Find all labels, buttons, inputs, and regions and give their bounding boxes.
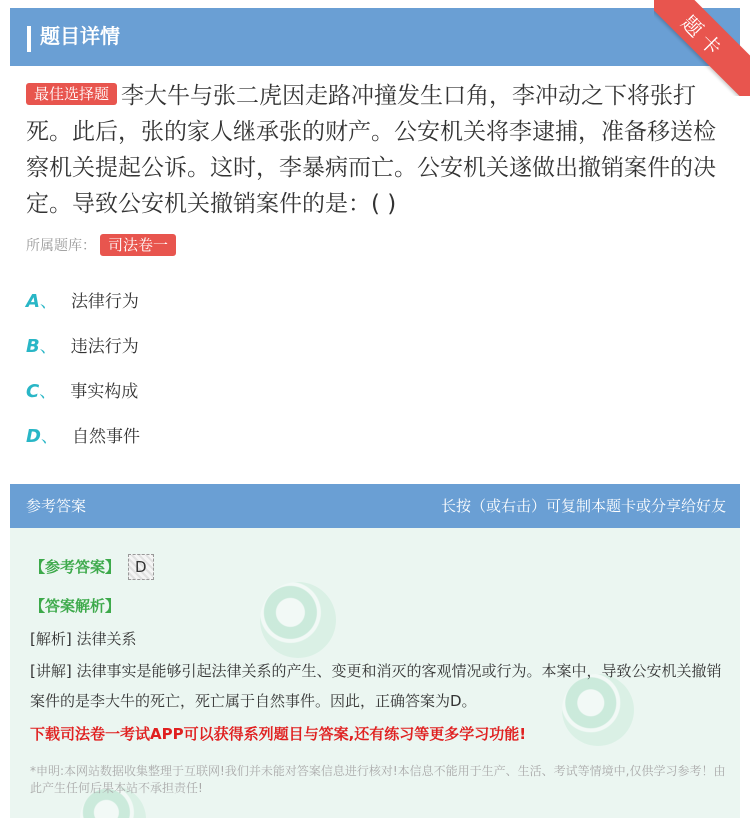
share-hint: 长按（或右击）可复制本题卡或分享给好友 [440,497,726,515]
answer-header-title: 参考答案 [26,497,87,515]
option-text: 违法行为 [70,337,139,357]
analysis-explanation: [讲解] 法律事实是能够引起法律关系的产生、变更和消灭的客观情况或行为。本案中，导致公安机关撤销案件的是李大牛的死亡，死亡属于自然事件。因此，正确答案为D。 [30,662,722,710]
option-b[interactable]: B、 违法行为 [26,336,139,357]
bank-name-badge[interactable]: 司法卷一 [100,234,176,256]
analysis-label-row [30,594,120,618]
question-type-badge: 最佳选择题 [26,83,117,105]
option-letter: A [26,291,40,312]
page-header [10,8,740,66]
ribbon-label: 题卡 [677,10,731,64]
disclaimer-text: *申明:本网站数据收集整理于互联网!我们并未能对答案信息进行核对!本信息不能用于生产、生活、考试等情境中,仅供学习参考！由此产生任何后果本站不承担责任! [30,764,726,795]
option-text: 法律行为 [70,292,139,312]
option-d[interactable]: D、 自然事件 [26,426,140,447]
option-letter: D [26,426,41,447]
answer-header [10,484,740,528]
reference-answer-row [30,554,154,580]
analysis-label: 【答案解析】 [30,597,121,615]
bank-label: 所属题库： [26,238,96,254]
question-stem [26,78,726,222]
option-c[interactable]: C、 事实构成 [26,381,139,402]
option-letter: B [26,336,40,357]
answer-panel[interactable] [10,484,740,818]
header-accent-bar [27,26,31,52]
page-title: 题目详情 [40,24,120,48]
question-bank-row [26,234,180,258]
download-app-link[interactable]: 下载司法卷一考试APP可以获得系列题目与答案,还有练习等更多学习功能! [30,725,527,743]
reference-answer-value: D [128,554,154,580]
option-text: 自然事件 [71,427,140,447]
option-text: 事实构成 [70,382,139,402]
analysis-summary: [解析] 法律关系 [30,630,137,648]
option-a[interactable]: A、 法律行为 [26,291,139,312]
reference-answer-label: 【参考答案】 [30,558,121,576]
option-letter: C [26,381,40,402]
question-text: 李大牛与张二虎因走路冲撞发生口角，李冲动之下将张打死。此后，张的家人继承张的财产。公安机关将李逮捕，准备移送检察机关提起公诉。这时，李暴病而亡。公安机关遂做出撤销案件的决定。导致公安机关撤销案件的是：( ) [26,83,716,217]
